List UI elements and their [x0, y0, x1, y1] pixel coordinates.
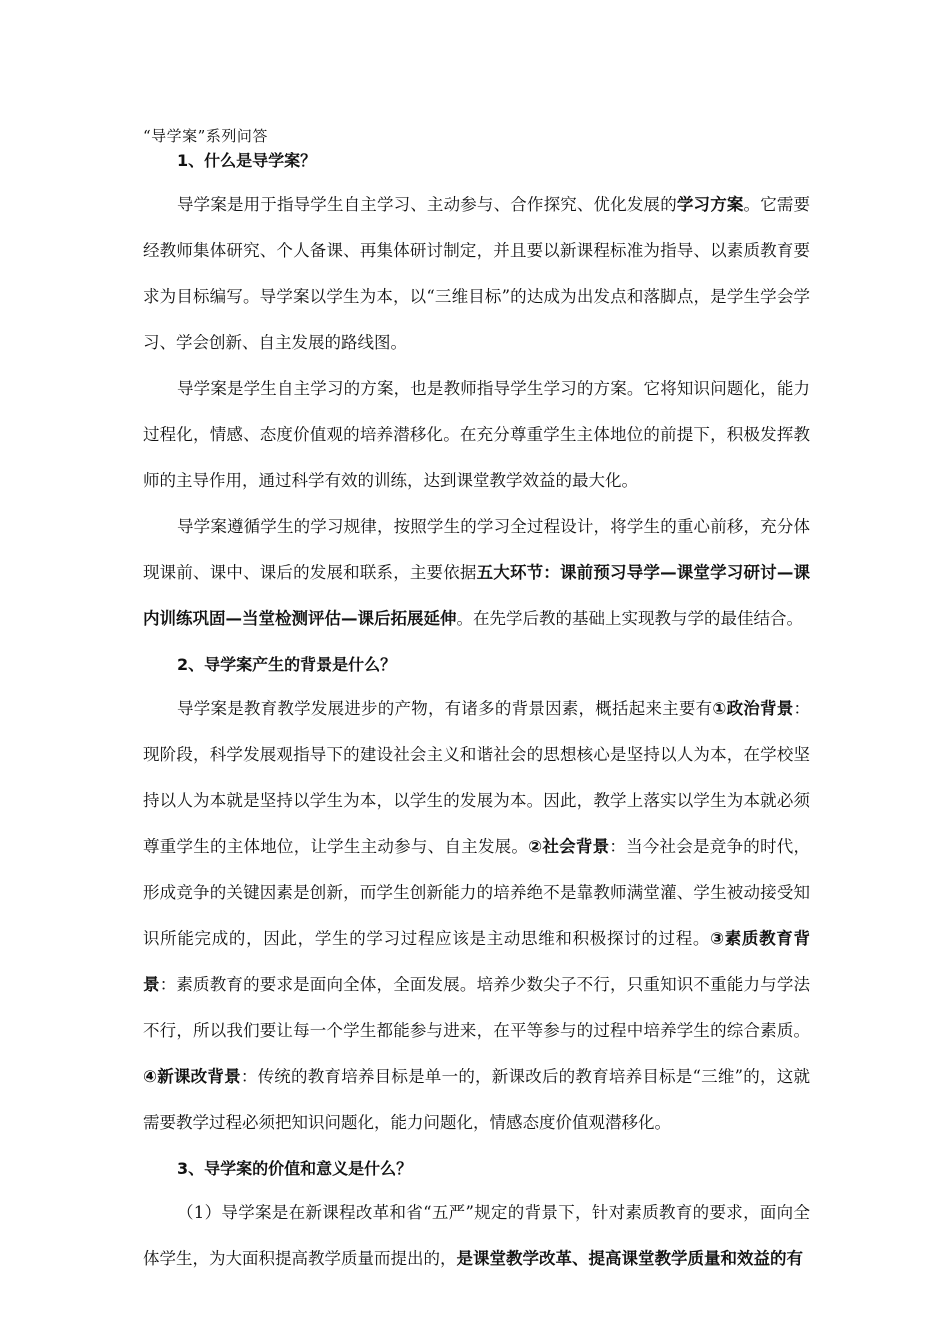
bold-term: 五大环节：课前预习导学—课堂学习研讨—课内训练巩固—当堂检测评估—课后拓展延伸 [143, 563, 811, 628]
question-2-heading: 2、导学案产生的背景是什么？ [177, 655, 397, 674]
question-1-paragraph-2: 导学案是学生自主学习的方案，也是教师指导学生学习的方案。它将知识问题化，能力过程化，情感、态度价值观的培养潜移化。在充分尊重学生主体地位的前提下，积极发挥教师的主导作用，通过科学有效的训练，达到课堂教学效益的最大化。 [143, 379, 810, 490]
question-1-paragraph-3 [143, 504, 810, 642]
bold-term: ②社会背景 [528, 837, 610, 856]
paragraph-text: ：现阶段，科学发展观指导下的建设社会主义和谐社会的思想核心是坚持以人为本，在学校坚持以人为本就是坚持以学生为本，以学生的发展为本。因此，教学上落实以学生为本就必须尊重学生的主体地位，让学生主动参与、自主发展。 [143, 699, 810, 856]
bold-term: 是课堂教学改革、提高课堂教学质量和效益的有 [456, 1249, 803, 1268]
bold-term: ①政治背景 [712, 699, 794, 718]
paragraph-text: 导学案是用于指导学生自主学习、主动参与、合作探究、优化发展的 [177, 195, 677, 214]
question-2-paragraph-1 [143, 686, 810, 1146]
question-1-heading: 1、什么是导学案？ [177, 151, 317, 170]
paragraph-text: ：当今社会是竞争的时代，形成竞争的关键因素是创新，而学生创新能力的培养绝不是靠教师满堂灌、学生被动接受知识所能完成的，因此，学生的学习过程应该是主动思维和积极探讨的过程。 [143, 837, 811, 948]
bold-term: 学习方案 [676, 195, 744, 214]
paragraph-text: （1）导学案是在新课程改革和省“五严”规定的背景下，针对素质教育的要求，面向全体学生，为大面积提高教学质量而提出的， [143, 1203, 810, 1268]
paragraph-text: 。它需要经教师集体研究、个人备课、再集体研讨制定，并且要以新课程标准为指导、以素质教育要求为目标编写。导学案以学生为本，以“三维目标”的达成为出发点和落脚点，是学生学会学习、学会创新、自主发展的路线图。 [143, 195, 811, 352]
question-3-paragraph-1 [143, 1190, 810, 1282]
paragraph-text: 。在先学后教的基础上实现教与学的最佳结合。 [456, 609, 803, 628]
paragraph-text: 导学案是教育教学发展进步的产物，有诸多的背景因素，概括起来主要有 [177, 699, 713, 718]
paragraph-text: ：素质教育的要求是面向全体，全面发展。培养少数尖子不行，只重知识不重能力与学法不行，所以我们要让每一个学生都能参与进来，在平等参与的过程中培养学生的综合素质。 [143, 975, 811, 1040]
paragraph-text: ：传统的教育培养目标是单一的，新课改后的教育培养目标是“三维”的，这就需要教学过程必须把知识问题化，能力问题化，情感态度价值观潜移化。 [143, 1067, 810, 1132]
bold-term: ③素质教育背景 [143, 929, 810, 994]
bold-term: ④新课改背景 [143, 1067, 241, 1086]
question-1-paragraph-1 [143, 182, 810, 366]
document-title: “导学案”系列问答 [143, 127, 268, 145]
paragraph-text: 导学案遵循学生的学习规律，按照学生的学习全过程设计，将学生的重心前移，充分体现课前、课中、课后的发展和联系，主要依据 [143, 517, 810, 582]
question-3-heading: 3、导学案的价值和意义是什么？ [177, 1159, 413, 1178]
document-body [143, 148, 810, 1282]
